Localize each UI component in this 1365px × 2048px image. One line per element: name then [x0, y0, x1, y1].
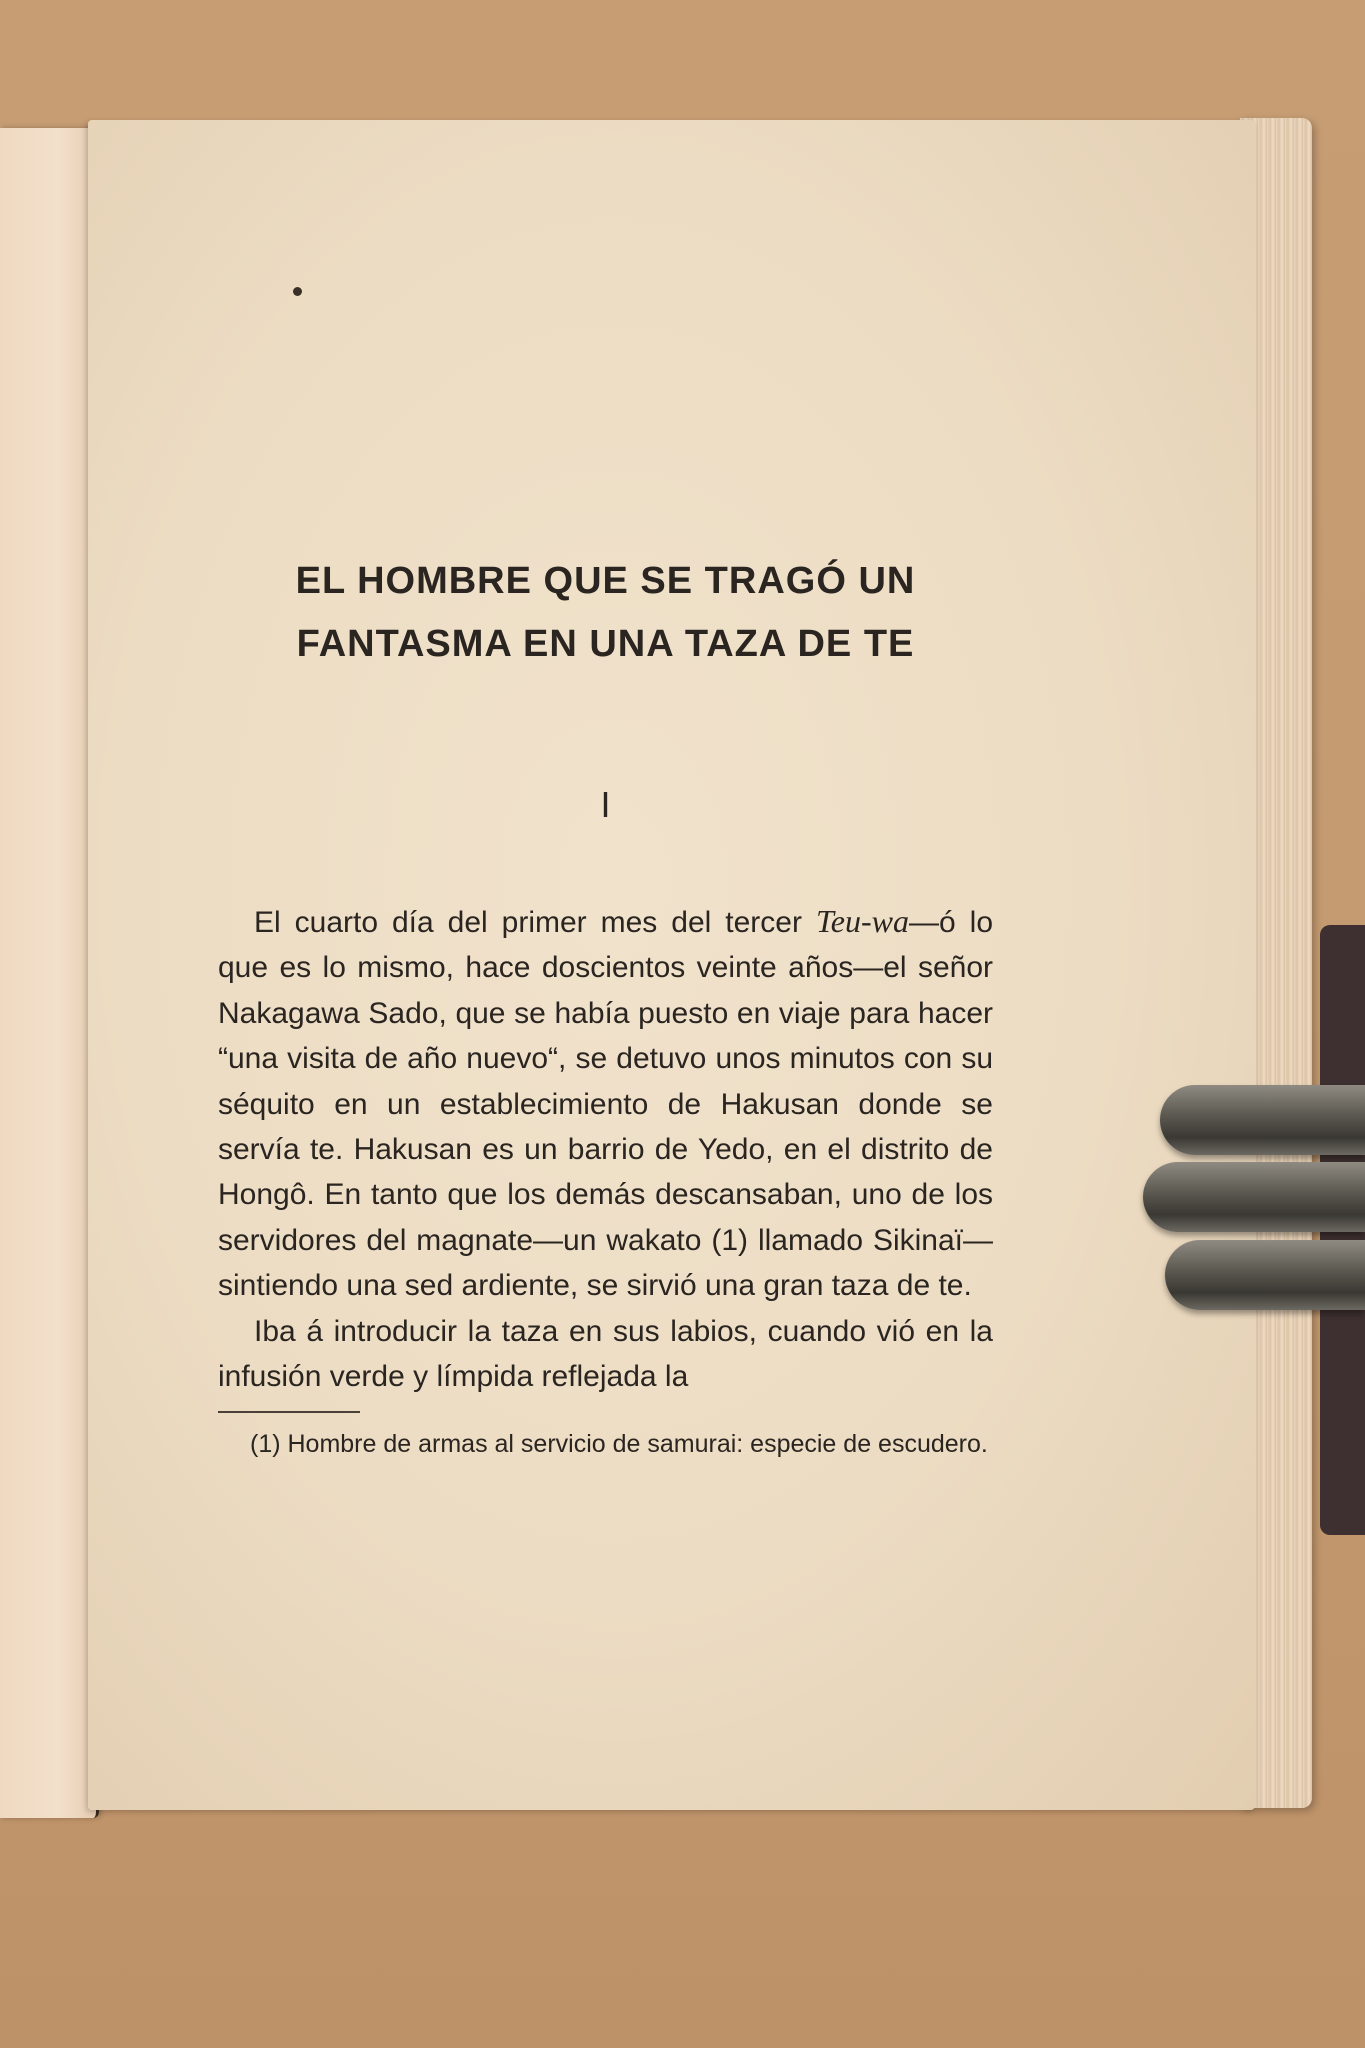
paragraph-1-rest: —ó lo que es lo mismo, hace doscientos veinte años—el señor Nakagawa Sado, que se había puesto en viaje para hacer “una visita de año nuevo“, se detuvo unos minutos con su séquito en un establecimiento de Hakusan donde se servía te. Hakusan es un barrio de Yedo, en el distrito de Hongô. En tanto que los demás descansaban, uno de los servidores del magnate—un wakato (1) llamado Sikinaï—sintiendo una sed ardiente, se sirvió una gran taza de te. [218, 906, 994, 1303]
title-line-1: EL HOMBRE QUE SE TRAGÓ UN [295, 560, 916, 602]
ink-speck [293, 287, 302, 296]
chapter-number: I [600, 784, 611, 825]
body-text [218, 899, 993, 1465]
paragraph-1-start: El cuarto día del primer mes del tercer [254, 906, 816, 939]
title-line-2: FANTASMA EN UNA TAZA DE TE [296, 623, 915, 665]
page-text [218, 550, 993, 1465]
clip-finger [1160, 1085, 1365, 1155]
italic-era-name: Teu-wa [815, 903, 909, 939]
paragraph-2: Iba á introducir la taza en sus labios, cuando vió en la infusión verde y límpida reflejada la [218, 1314, 993, 1394]
paragraph-1 [218, 899, 993, 1309]
left-page [0, 128, 99, 1818]
clip-finger [1143, 1162, 1365, 1232]
metal-hand-clip [1140, 1050, 1365, 1330]
clip-finger [1165, 1240, 1365, 1310]
story-title [218, 550, 993, 676]
footnote-rule [218, 1411, 360, 1413]
footnote: (1) Hombre de armas al servicio de samurai: especie de escudero. [250, 1430, 988, 1459]
